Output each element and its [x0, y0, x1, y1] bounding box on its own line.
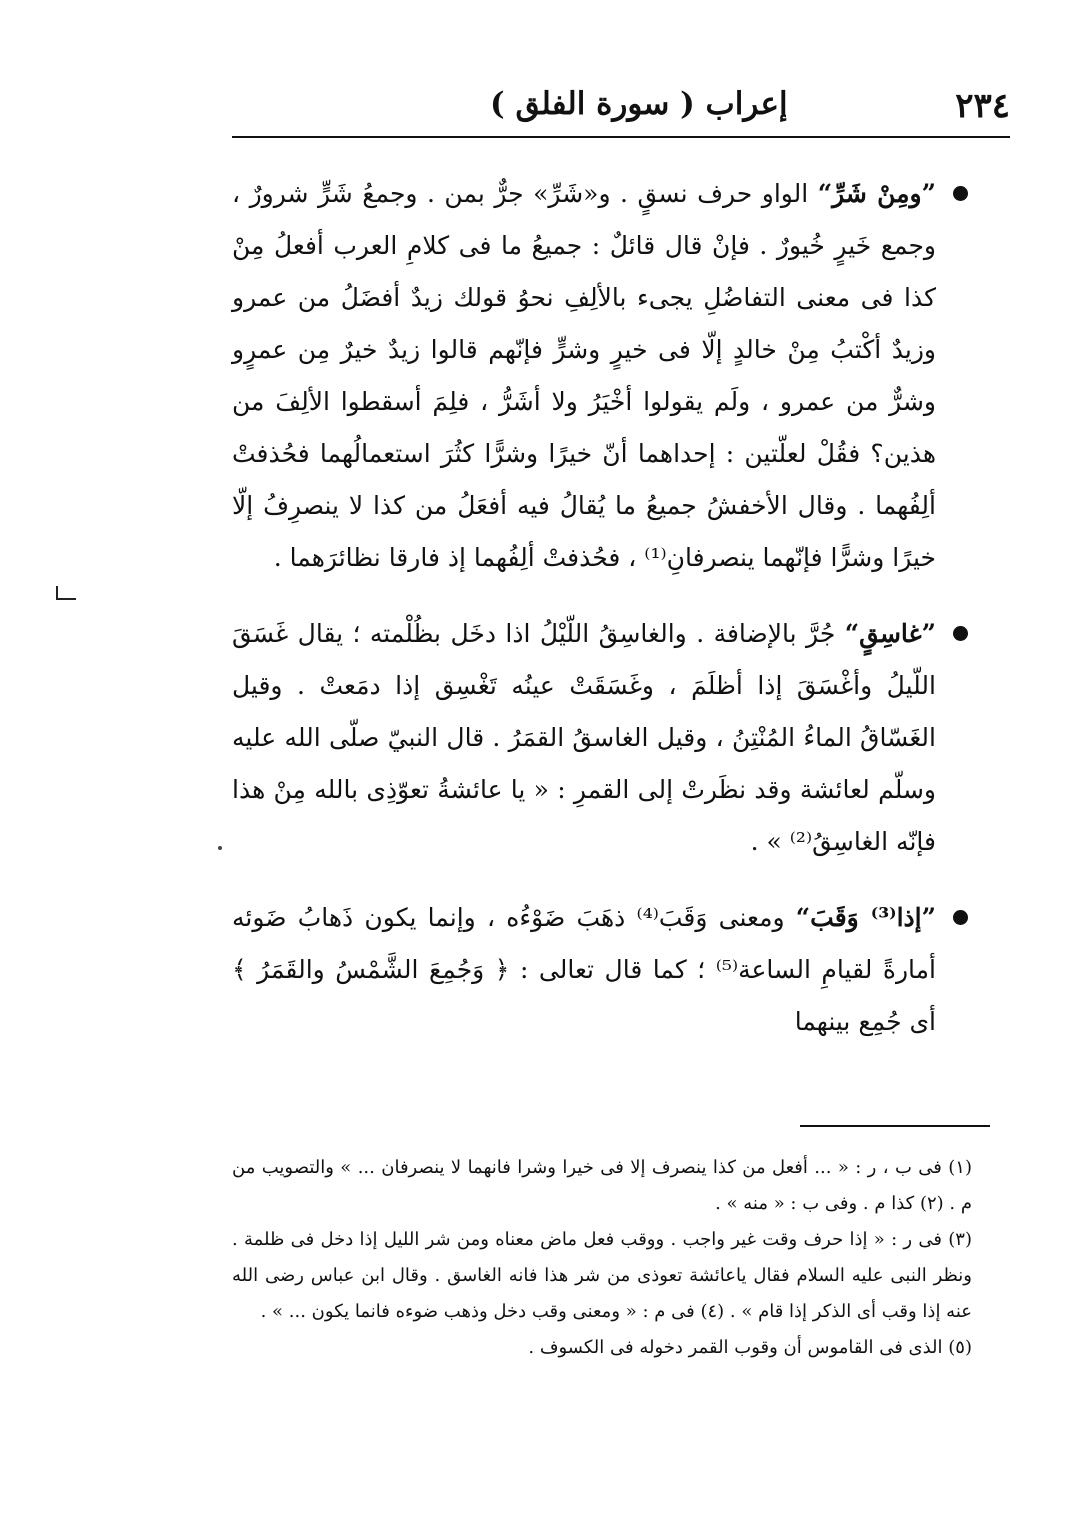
paragraph-text: الواو حرف نسقٍ . و«شَرِّ» جرٌّ بمن . وجمعُ شَرٍّ شرورٌ ، وجمع خَيرٍ خُيورٌ . فإنْ قال قائلٌ : جميعُ ما فى كلامِ العرب أفعلُ مِنْ كذا فى معنى التفاضُلِ يجىء بالألِفِ نحوُ قولك زيدٌ أفضَلُ من عمرو وزيدٌ أكْتبُ مِنْ خالدٍ إلّا فى خيرٍ وشرٍّ فإنّهم قالوا زيدٌ خيرٌ مِن عمرٍو وشرٌّ من عمرو ، ولَم يقولوا أخْيَرُ ولا أشَرُّ ، فلِمَ أسقطوا الألِفَ من هذين؟ فقُلْ لعلّتين : إحداهما أنّ خيرًا وشرًّا كثُرَ استعمالُهما فحُذفتْ ألِفُهما . وقال الأخفشُ جميعُ ما يُقالُ فيه أفعَلُ من كذا لا ينصرِفُ إلّا خيرًا وشرًّا فإنّهما ينصرفانِ⁽¹⁾ ، فحُذفتْ ألِفُهما إذ فارقا نظائرَهما . — [232, 179, 936, 572]
footnote-5: (٥) الذى فى القاموس أن وقوب القمر دخوله فى الكسوف . — [528, 1337, 972, 1358]
paragraph-ghasiq — [232, 608, 970, 868]
footnote-rule — [800, 1125, 990, 1127]
paragraph-text: ومعنى وَقَبَ⁽⁴⁾ ذهَبَ ضَوْءُه ، وإنما يكون ذَهابُ ضَوئه أمارةً لقيامِ الساعة⁽⁵⁾ ؛ كما قال تعالى : ﴿ وَجُمِعَ الشَّمْسُ والقَمَرُ ﴾ أى جُمِع بينهما — [232, 903, 936, 1036]
paragraph-text: جُرَّ بالإضافة . والغاسِقُ اللّيْلُ اذا دخَل بظُلْمته ؛ يقال غَسَقَ اللّيلُ وأغْسَقَ إذا أظلَمَ ، وغَسَقَتْ عينُه تَغْسِق إذا دمَعتْ . وقيل الغَسّاقُ الماءُ المُنْتِنُ ، وقيل الغاسقُ القمَرُ . قال النبيّ صلّى الله عليه وسلّم لعائشة وقد نظَرتْ إلى القمرِ : « يا عائشةُ تعوّذِى بالله مِنْ هذا فإنّه الغاسِقُ⁽²⁾ » . — [232, 619, 936, 856]
footnotes — [232, 1150, 972, 1366]
quoted-term: ”ومِنْ شَرِّ“ — [817, 179, 937, 208]
paragraph-min-sharr — [232, 168, 970, 584]
main-text — [232, 168, 970, 1048]
page-number: ٢٣٤ — [955, 86, 1010, 126]
bullet-icon — [953, 626, 968, 641]
quoted-term: ”غاسِقٍ“ — [844, 619, 936, 648]
footnote-3-4: (٣) فى ر : « إذا حرف وقت غير واجب . ووقب فعل ماض معناه ومن شر الليل إذا دخل فى ظلمة . ونظر النبى عليه السلام فقال ياعائشة تعوذى من شر هذا فانه الغاسق . وقال ابن عباس رضى الله عنه إذا وقب أى الذكر إذا قام » . (٤) فى م : « ومعنى وقب دخل وذهب ضوءه فانما يكون ... » . — [232, 1229, 972, 1322]
margin-mark — [56, 586, 76, 600]
header-rule — [232, 136, 1010, 138]
bullet-icon — [953, 186, 968, 201]
bullet-icon — [953, 910, 968, 925]
page-header — [232, 72, 1010, 138]
footnote-1-2: (١) فى ب ، ر : « ... أفعل من كذا ينصرف إلا فى خيرا وشرا فانهما لا ينصرفان ... » والتصويب من م . (٢) كذا م . وفى ب : « منه » . — [232, 1157, 972, 1214]
print-speck — [218, 846, 222, 850]
quoted-term: ”إذا⁽³⁾ وَقَبَ“ — [795, 903, 936, 932]
paragraph-idha-waqab — [232, 892, 970, 1048]
running-title: إعراب ( سورة الفلق ) — [490, 86, 788, 122]
